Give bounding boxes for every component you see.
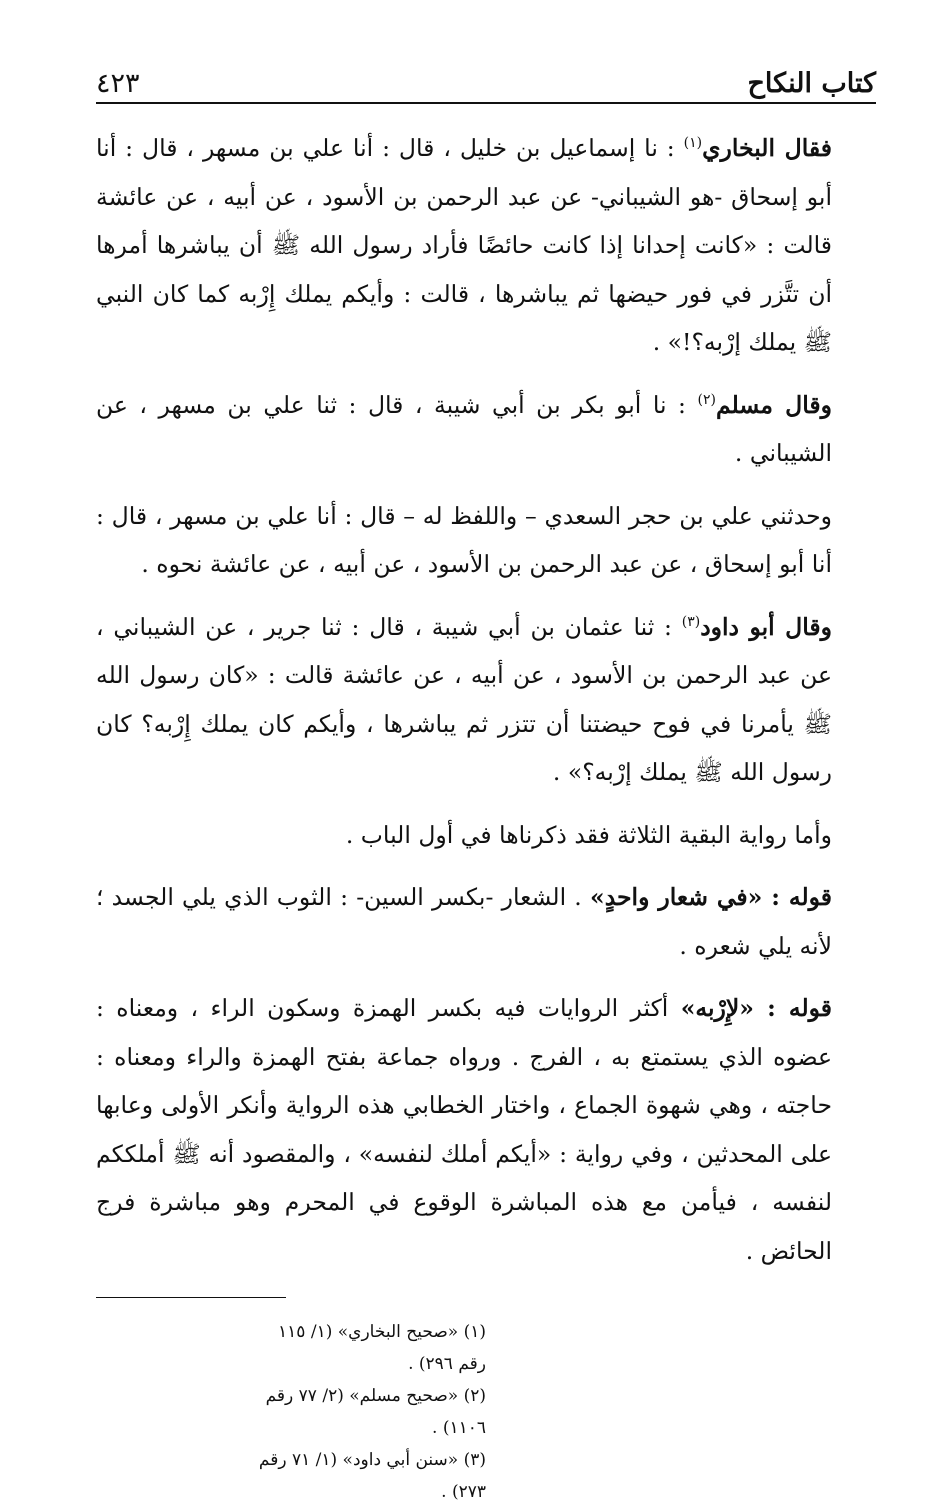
paragraph-text: : ثنا عثمان بن أبي شيبة ، قال : ثنا جرير ، عن الشيباني ، عن عبد الرحمن بن الأسود ، عن أبيه ، عن عائشة قالت : «كان رسول الله ﷺ يأمرنا في فوح حيضتنا أن تتزر ثم يباشرها ، وأيكم كان يملك إِرْبه؟ كان رسول الله ﷺ يملك إرْبه؟» . [96,612,832,786]
document-page [96,48,876,1508]
paragraph-text: وحدثني علي بن حجر السعدي – واللفظ له – قال : أنا علي بن مسهر ، قال : أنا أبو إسحاق ، عن عبد الرحمن بن الأسود ، عن أبيه ، عن عائشة نحوه . [96,501,832,578]
paragraph-text: وأما رواية البقية الثلاثة فقد ذكرناها في أول الباب . [345,820,832,849]
paragraph-lead: وقال أبو داود [700,612,832,641]
paragraph-abu-dawud [96,603,876,797]
paragraph-bukhari [96,124,876,367]
footnote-item: (٢) «صحيح مسلم» (٢/ ٧٧ رقم ١١٠٦) . [265,1386,486,1438]
main-text [96,124,876,1275]
page-header [96,48,876,104]
paragraph-text: . الشعار -بكسر السين- : الثوب الذي يلي الجسد ؛ لأنه يلي شعره . [96,883,832,960]
footnote-ref: (١) [683,135,703,152]
paragraph-lead: فقال البخاري [702,134,832,162]
footnotes [96,1316,876,1508]
paragraph-irbih [96,984,876,1275]
footnote-ref: (٣) [681,613,701,630]
paragraph-remaining [96,811,876,860]
footnote-item: (٣) «سنن أبي داود» (١/ ٧١ رقم ٢٧٣) . [258,1450,486,1502]
paragraph-lead: قوله : «في شعار واحدٍ» [590,883,832,911]
paragraph-text: أكثر الروايات فيه بكسر الهمزة وسكون الراء ، ومعناه : عضوه الذي يستمتع به ، الفرج . ورواه جماعة بفتح الهمزة والراء ومعناه : حاجته ، وهي شهوة الجماع ، واختار الخطابي هذه الرواية وأنكر الأولى وعابها على المحدثين ، وفي رواية : «أيكم أملك لنفسه» ، والمقصود أنه ﷺ أملككم لنفسه ، فيأمن مع هذه المباشرة الوقوع في المحرم وهو مباشرة فرج الحائض . [96,994,832,1265]
paragraph-muslim [96,381,876,478]
footnote-ref: (٢) [697,391,716,408]
footnote-item: (١) «صحيح البخاري» (١/ ١١٥ رقم ٢٩٦) . [278,1322,486,1374]
paragraph-text: : نا إسماعيل بن خليل ، قال : أنا علي بن مسهر ، قال : أنا أبو إسحاق -هو الشيباني- عن عبد الرحمن بن الأسود ، عن أبيه ، عن عائشة قالت : «كانت إحدانا إذا كانت حائضًا فأراد رسول الله ﷺ أن يباشرها أمرها أن تتَّزر في فور حيضها ثم يباشرها ، قالت : وأيكم يملك إِرْبه كما كان النبي ﷺ يملك إرْبه؟!» . [96,134,832,356]
paragraph-hadith-chain [96,492,876,589]
paragraph-text: : نا أبو بكر بن أبي شيبة ، قال : ثنا علي بن مسهر ، عن الشيباني . [96,390,832,467]
chapter-title: كتاب النكاح [747,68,876,99]
paragraph-lead: قوله : «لإِرْبه» [680,994,832,1022]
paragraph-shiar [96,873,876,970]
paragraph-lead: وقال مسلم [715,390,832,419]
footnote-divider [96,1297,286,1298]
page-number: ٤٢٣ [96,68,140,99]
